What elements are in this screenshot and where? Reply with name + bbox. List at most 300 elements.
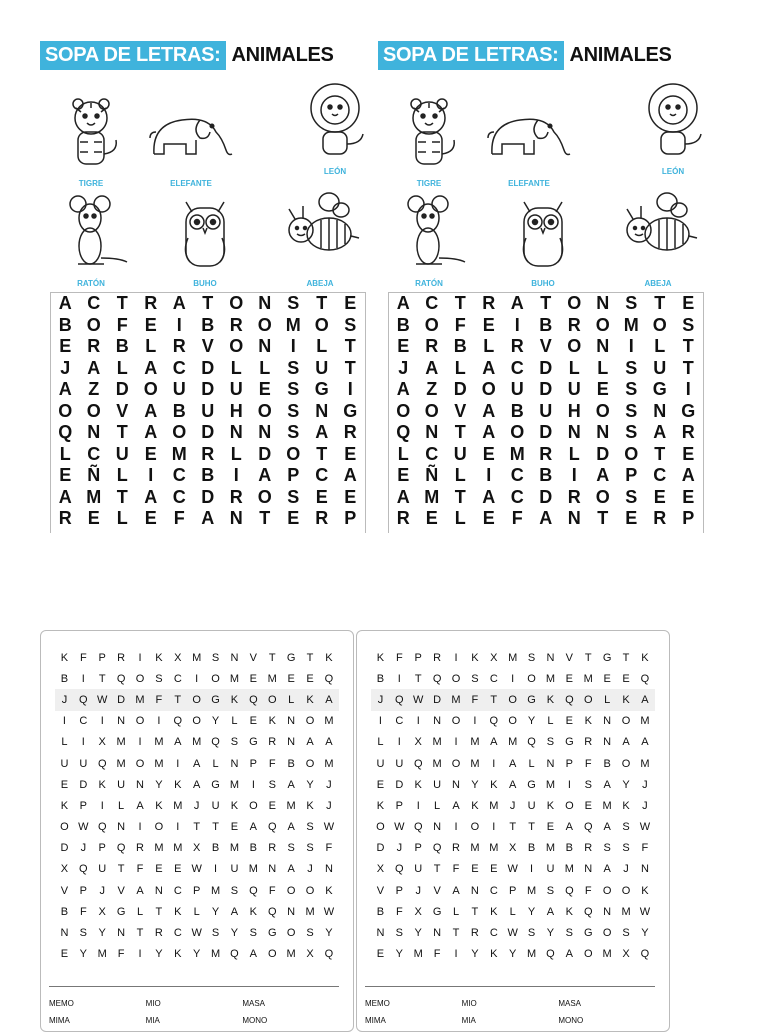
grid-letter: A — [482, 357, 496, 378]
grid-letter: V — [201, 336, 214, 357]
wordsearch-letter: Q — [640, 672, 650, 685]
wordsearch-letter: W — [507, 927, 518, 940]
wordsearch-letter: M — [508, 736, 518, 749]
wordsearch-row — [55, 689, 339, 710]
grid-letter: A — [315, 422, 329, 443]
wordsearch-letter: O — [305, 715, 315, 728]
grid-letter: I — [571, 465, 577, 486]
wordsearch-letter: K — [155, 799, 163, 812]
grid-letter: S — [625, 357, 638, 378]
grid-letter: A — [510, 293, 524, 314]
wordsearch-letter: I — [530, 863, 534, 876]
wordsearch-letter: K — [622, 693, 630, 706]
wordsearch-letter: R — [154, 927, 163, 940]
wordsearch-letter: M — [470, 736, 480, 749]
wordsearch-letter: J — [642, 799, 648, 812]
grid-letter: N — [258, 422, 272, 443]
wordsearch-letter: U — [230, 863, 239, 876]
wordsearch-letter: X — [376, 863, 385, 876]
grid-letter: O — [510, 422, 525, 443]
wordsearch-letter: Q — [267, 821, 277, 834]
grid-letter: N — [87, 422, 101, 443]
wordsearch-letter: X — [174, 651, 182, 664]
grid-letter: F — [454, 314, 466, 335]
wordsearch-letter: M — [229, 842, 240, 855]
wordsearch-letter: I — [416, 799, 420, 812]
wordsearch-row — [55, 732, 339, 753]
wordsearch-letter: U — [60, 757, 69, 770]
grid-letter: V — [454, 400, 467, 421]
wordsearch-letter: V — [117, 884, 125, 897]
wordsearch-letter: E — [174, 863, 182, 876]
wordsearch-letter: N — [433, 821, 442, 834]
wordsearch-letter: T — [98, 672, 106, 685]
wordsearch-letter: Q — [97, 821, 107, 834]
wordsearch-letter: M — [640, 715, 650, 728]
grid-letter: M — [623, 314, 639, 335]
wordsearch-letter: N — [136, 778, 144, 791]
wordsearch-letter: O — [267, 693, 277, 706]
wordsearch-letter: E — [249, 715, 258, 728]
grid-letter: C — [425, 293, 439, 314]
wordsearch-letter: M — [489, 799, 499, 812]
wordsearch-letter: I — [416, 715, 420, 728]
wordsearch-letter: P — [509, 884, 517, 897]
grid-letter: E — [144, 314, 157, 335]
wordsearch-letter: X — [60, 863, 69, 876]
grid-letter: C — [172, 465, 186, 486]
wordsearch-letter: N — [584, 863, 593, 876]
wordsearch-row — [371, 668, 655, 689]
wordsearch-letter: R — [117, 651, 126, 664]
grid-letter: N — [229, 422, 243, 443]
animal-label: ELEFANTE — [170, 179, 212, 188]
wordsearch-letter: R — [584, 736, 593, 749]
wordsearch-letter: T — [193, 821, 201, 834]
grid-letter: Ñ — [87, 465, 101, 486]
wordsearch-letter: E — [584, 799, 592, 812]
wordsearch-letter: I — [81, 736, 85, 749]
wordsearch-letter: P — [193, 884, 201, 897]
grid-letter: T — [202, 293, 214, 314]
wordsearch-letter: Q — [267, 905, 277, 918]
wordsearch-letter: Y — [325, 927, 333, 940]
grid-letter: E — [653, 486, 666, 507]
grid-letter: D — [539, 422, 553, 443]
grid-letter: T — [682, 336, 694, 357]
animal-label: ELEFANTE — [508, 179, 550, 188]
wordsearch-letter: U — [98, 863, 107, 876]
wordsearch-letter: W — [78, 821, 89, 834]
wordsearch-letter: I — [511, 672, 515, 685]
wordsearch-letter: K — [546, 799, 555, 812]
wordsearch-letter: S — [79, 927, 87, 940]
wordsearch-letter: G — [267, 927, 277, 940]
wordsearch-row — [371, 795, 655, 816]
wordsearch-letter: I — [100, 799, 104, 812]
grid-letter: U — [539, 400, 553, 421]
wordsearch-letter: T — [414, 672, 422, 685]
wordsearch-row — [55, 753, 339, 774]
grid-letter: C — [87, 293, 101, 314]
wordsearch-letter: D — [79, 778, 88, 791]
grid-letter: A — [396, 293, 410, 314]
word-list-row — [49, 995, 339, 1012]
grid-row — [51, 508, 365, 530]
wordsearch-letter: M — [545, 672, 556, 685]
grid-letter: N — [425, 422, 439, 443]
grid-letter: A — [482, 400, 496, 421]
wordsearch-letter: R — [452, 842, 460, 855]
wordsearch-letter: N — [287, 736, 296, 749]
wordsearch-letter: N — [433, 715, 442, 728]
wordsearch-letter: O — [508, 693, 517, 706]
word-item: MASA — [558, 999, 582, 1008]
grid-letter: A — [58, 486, 72, 507]
wordsearch-letter: R — [268, 736, 277, 749]
wordsearch-letter: Y — [230, 927, 239, 940]
wordsearch-letter: Y — [155, 948, 163, 961]
wordsearch-letter: A — [306, 736, 314, 749]
wordsearch-letter: M — [489, 842, 499, 855]
wordsearch-letter: S — [306, 927, 314, 940]
wordsearch-letter: B — [376, 672, 385, 685]
wordsearch-letter: Q — [432, 842, 442, 855]
grid-letter: O — [652, 314, 667, 335]
wordsearch-letter: M — [173, 842, 183, 855]
wordsearch-letter: M — [154, 736, 164, 749]
grid-letter: C — [510, 465, 524, 486]
grid-letter: E — [258, 379, 271, 400]
grid-letter: N — [596, 293, 610, 314]
grid-letter: R — [315, 508, 329, 529]
wordsearch-letter: M — [451, 693, 461, 706]
wordsearch-letter: N — [117, 821, 126, 834]
grid-letter: A — [396, 379, 410, 400]
grid-letter: T — [654, 443, 666, 464]
wordsearch-letter: G — [602, 651, 612, 664]
wordsearch-letter: U — [527, 799, 536, 812]
animal-mouse — [384, 192, 474, 292]
grid-letter: A — [144, 486, 158, 507]
wordsearch-letter: W — [394, 821, 405, 834]
wordsearch-letter: Y — [622, 778, 630, 791]
wordsearch-row — [55, 944, 339, 965]
wordsearch-letter: I — [492, 757, 496, 770]
wordsearch-letter: S — [395, 927, 403, 940]
wordsearch-letter: N — [603, 715, 612, 728]
grid-letter: L — [116, 357, 128, 378]
grid-letter: I — [514, 314, 520, 335]
wordsearch-letter: F — [452, 863, 460, 876]
wordsearch-letter: T — [584, 651, 592, 664]
wordsearch-letter: F — [155, 693, 163, 706]
wordsearch-letter: N — [640, 863, 649, 876]
grid-letter: C — [425, 443, 439, 464]
grid-letter: E — [144, 443, 157, 464]
wordsearch-letter: T — [490, 693, 498, 706]
wordsearch-letter: E — [565, 672, 574, 685]
wordsearch-letter: E — [490, 863, 498, 876]
wordsearch-letter: W — [507, 863, 518, 876]
wordsearch-letter: Q — [173, 715, 183, 728]
grid-letter: B — [201, 314, 215, 335]
wordsearch-letter: L — [193, 905, 200, 918]
wordsearch-row — [55, 838, 339, 859]
grid-letter: P — [682, 508, 695, 529]
wordsearch-letter: E — [376, 948, 385, 961]
wordsearch-letter: M — [508, 651, 518, 664]
wordsearch-letter: J — [307, 863, 313, 876]
animal-elephant — [484, 92, 574, 192]
wordsearch-letter: C — [489, 927, 498, 940]
wordsearch-letter: J — [80, 842, 87, 855]
grid-letter: L — [145, 336, 157, 357]
wordsearch-letter: L — [377, 736, 384, 749]
grid-letter: E — [682, 293, 695, 314]
wordsearch-row — [55, 901, 339, 922]
wordsearch-row — [371, 838, 655, 859]
wordsearch-letter: J — [623, 863, 629, 876]
wordsearch-letter: O — [286, 884, 296, 897]
wordsearch-letter: J — [326, 778, 332, 791]
wordsearch-letter: K — [230, 799, 239, 812]
grid-letter: D — [201, 422, 215, 443]
animal-bee — [613, 192, 703, 292]
wordsearch-letter: N — [433, 927, 442, 940]
title-highlight: SOPA DE LETRAS: — [40, 41, 226, 70]
wordsearch-letter: N — [546, 651, 555, 664]
grid-letter: R — [87, 336, 101, 357]
wordsearch-letter: L — [118, 799, 125, 812]
grid-letter: R — [567, 314, 581, 335]
wordsearch-letter: W — [639, 821, 651, 834]
wordsearch-letter: Q — [116, 842, 126, 855]
wordsearch-letter: A — [546, 905, 555, 918]
wordsearch-letter: U — [414, 863, 423, 876]
wordsearch-letter: S — [546, 736, 555, 749]
grid-letter: B — [115, 336, 129, 357]
grid-letter: A — [144, 357, 158, 378]
grid-letter: S — [287, 400, 300, 421]
wordsearch-letter: T — [433, 863, 441, 876]
wordsearch-letter: Y — [509, 948, 517, 961]
grid-row — [51, 444, 365, 466]
grid-letter: U — [172, 379, 186, 400]
grid-letter: A — [144, 400, 158, 421]
grid-row — [389, 444, 703, 466]
wordsearch-letter: O — [621, 757, 631, 770]
wordsearch-letter: M — [324, 757, 334, 770]
wordsearch-letter: O — [451, 757, 461, 770]
divider — [49, 986, 339, 987]
wordsearch-letter: K — [641, 884, 649, 897]
wordsearch-letter: T — [155, 905, 163, 918]
wordsearch-letter: O — [135, 757, 145, 770]
wordsearch-letter: J — [193, 799, 200, 812]
wordsearch-row — [55, 922, 339, 943]
wordsearch-letter: V — [565, 651, 574, 664]
wordsearch-letter: C — [489, 884, 498, 897]
wordsearch-letter: M — [135, 693, 145, 706]
animal-bee — [275, 192, 365, 292]
wordsearch-row — [55, 774, 339, 795]
wordsearch-letter: A — [249, 948, 258, 961]
wordsearch-letter: D — [376, 842, 385, 855]
grid-letter: R — [539, 443, 553, 464]
grid-letter: A — [58, 379, 72, 400]
wordsearch-letter: P — [79, 799, 87, 812]
grid-letter: A — [58, 293, 72, 314]
grid-letter: R — [567, 486, 581, 507]
wordsearch-letter: M — [267, 672, 277, 685]
grid-letter: D — [201, 379, 215, 400]
wordsearch-letter: K — [584, 715, 592, 728]
wordsearch-row — [371, 647, 655, 668]
grid-letter: E — [425, 508, 438, 529]
grid-letter: G — [314, 379, 329, 400]
wordsearch-letter: Y — [546, 927, 555, 940]
wordsearch-row — [55, 668, 339, 689]
wordsearch-letter: B — [211, 842, 220, 855]
wordsearch-letter: M — [413, 948, 423, 961]
grid-letter: E — [87, 508, 100, 529]
grid-letter: O — [86, 400, 101, 421]
wordsearch-letter: Y — [641, 927, 649, 940]
wordsearch-letter: J — [326, 799, 332, 812]
grid-letter: I — [290, 336, 296, 357]
wordsearch-letter: A — [622, 736, 630, 749]
wordsearch-letter: M — [210, 884, 221, 897]
wordsearch-letter: W — [413, 693, 424, 706]
word-item: MONO — [242, 1016, 268, 1025]
wordsearch-letter: S — [230, 884, 239, 897]
grid-letter: T — [454, 486, 466, 507]
wordsearch-letter: E — [60, 948, 69, 961]
grid-letter: R — [229, 314, 243, 335]
grid-letter: E — [397, 336, 410, 357]
wordsearch-letter: G — [527, 778, 536, 791]
wordsearch-letter: J — [396, 842, 403, 855]
grid-letter: I — [628, 336, 634, 357]
animal-label: LEÓN — [323, 167, 347, 176]
grid-letter: E — [482, 443, 495, 464]
wordsearch-letter: C — [173, 672, 182, 685]
grid-letter: L — [316, 336, 328, 357]
animal-label: BUHO — [531, 279, 555, 288]
wordsearch-letter: C — [173, 884, 182, 897]
wordsearch-letter: A — [287, 863, 295, 876]
wordsearch-letter: J — [61, 693, 68, 706]
grid-letter: I — [685, 379, 691, 400]
wordsearch-letter: T — [117, 863, 125, 876]
wordsearch-letter: Y — [471, 948, 479, 961]
grid-letter: T — [682, 357, 694, 378]
wordsearch-letter: P — [414, 842, 422, 855]
wordsearch-letter: T — [306, 651, 314, 664]
wordsearch-letter: X — [490, 651, 498, 664]
grid-letter: O — [286, 443, 301, 464]
wordsearch-letter: K — [490, 948, 498, 961]
wordsearch-letter: F — [136, 863, 144, 876]
wordsearch-letter: Q — [211, 736, 220, 749]
word-item: MIMA — [365, 1016, 386, 1025]
grid-letter: O — [624, 443, 639, 464]
wordsearch-letter: M — [97, 948, 107, 961]
wordsearch-letter: N — [603, 736, 612, 749]
grid-letter: E — [144, 508, 157, 529]
grid-letter: P — [344, 508, 357, 529]
grid-letter: L — [568, 443, 580, 464]
wordsearch-letter: M — [470, 842, 480, 855]
grid-row — [51, 358, 365, 380]
grid-letter: T — [344, 357, 356, 378]
worksheet-title — [40, 40, 334, 70]
wordsearch-letter: Y — [527, 905, 536, 918]
wordsearch-letter: Y — [471, 778, 479, 791]
wordsearch-letter: G — [249, 736, 258, 749]
wordsearch-letter: Q — [413, 757, 423, 770]
wordsearch-letter: E — [622, 672, 630, 685]
grid-letter: A — [681, 465, 695, 486]
wordsearch-letter: N — [60, 927, 69, 940]
wordsearch-letter: N — [376, 927, 385, 940]
animal-label: ABEJA — [644, 279, 672, 288]
wordsearch-row — [371, 901, 655, 922]
wordsearch-letter: U — [376, 757, 385, 770]
grid-letter: L — [454, 357, 466, 378]
wordsearch-letter: B — [527, 842, 536, 855]
grid-letter: T — [597, 508, 609, 529]
wordsearch-letter: R — [470, 927, 479, 940]
wordsearch-letter: M — [229, 672, 240, 685]
wordsearch-letter: F — [471, 693, 479, 706]
wordsearch-letter: Q — [324, 948, 334, 961]
grid-letter: S — [625, 422, 638, 443]
animal-elephant — [146, 92, 236, 192]
grid-letter: R — [425, 336, 439, 357]
grid-letter: T — [540, 293, 552, 314]
grid-letter: C — [172, 486, 186, 507]
wordsearch-letter: M — [432, 757, 442, 770]
grid-letter: U — [201, 400, 215, 421]
wordsearch-letter: L — [604, 693, 611, 706]
wordsearch-letter: S — [622, 821, 630, 834]
wordsearch-letter: X — [509, 842, 517, 855]
wordsearch-letter: V — [433, 884, 441, 897]
wordsearch-letter: N — [287, 905, 296, 918]
wordsearch-letter: N — [546, 757, 555, 770]
wordsearch-letter: Q — [565, 884, 574, 897]
grid-letter: E — [59, 336, 72, 357]
wordsearch-letter: Q — [97, 757, 107, 770]
grid-letter: O — [58, 400, 73, 421]
wordsearch-letter: Q — [432, 672, 442, 685]
wordsearch-letter: K — [376, 651, 385, 664]
wordsearch-letter: C — [173, 927, 182, 940]
grid-letter: N — [653, 400, 667, 421]
wordsearch-letter: I — [397, 736, 401, 749]
wordsearch-letter: O — [305, 884, 315, 897]
grid-letter: D — [453, 379, 467, 400]
grid-letter: U — [315, 357, 329, 378]
wordsearch-letter: D — [117, 693, 126, 706]
grid-letter: M — [86, 486, 102, 507]
grid-letter: C — [510, 357, 524, 378]
wordsearch-row — [371, 711, 655, 732]
wordsearch-letter: E — [230, 821, 239, 834]
grid-letter: S — [287, 293, 300, 314]
